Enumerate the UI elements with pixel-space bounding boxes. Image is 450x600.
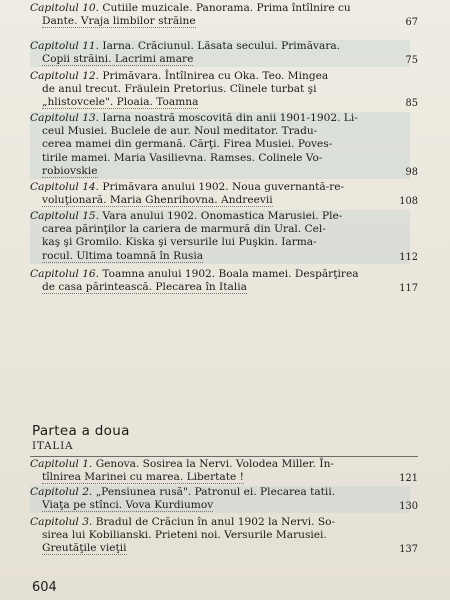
entry-text: Iarna. Crăciunul. Lăsata secului. Primăvara. bbox=[102, 40, 341, 52]
entry-text: cerea mamei din germană. Cărţi. Firea Musiei. Poves- bbox=[42, 138, 333, 151]
chapter-label: Capitolul 16. bbox=[30, 268, 100, 280]
entry-text: Bradul de Crăciun în anul 1902 la Nervi. So- bbox=[95, 516, 336, 528]
chapter-label: Capitolul 10. bbox=[30, 2, 100, 14]
entry-text: Primăvara. Întîlnirea cu Oka. Teo. Mingea bbox=[102, 70, 329, 82]
entry-text: Primăvara anului 1902. Noua guvernantă-re- bbox=[102, 181, 345, 193]
entry-text: de casa părintească. Plecarea în Italia bbox=[42, 281, 247, 294]
chapter-label: Capitolul 1. bbox=[30, 458, 93, 470]
page-number: 137 bbox=[399, 544, 418, 555]
toc-entry bbox=[30, 268, 418, 295]
entry-text: Greutăţile vieţii bbox=[42, 542, 127, 555]
entry-text: kaş şi Gromilo. Kiska şi versurile lui Puşkin. Iarma- bbox=[42, 236, 317, 249]
page-number: 98 bbox=[405, 167, 418, 178]
page-number: 112 bbox=[399, 252, 418, 263]
chapter-label: Capitolul 11. bbox=[30, 40, 100, 52]
toc-entry bbox=[30, 2, 418, 29]
entry-text: de anul trecut. Fräulein Pretorius. Cîinele turbat şi bbox=[42, 83, 317, 96]
entry-text: Vara anului 1902. Onomastica Marusiei. Ple- bbox=[102, 210, 343, 222]
divider-rule bbox=[30, 456, 418, 457]
entry-text: Dante. Vraja limbilor străine bbox=[42, 15, 196, 28]
chapter-label: Capitolul 12. bbox=[30, 70, 100, 82]
page-number: 117 bbox=[399, 283, 418, 294]
part-subtitle: ITALIA bbox=[32, 440, 74, 452]
entry-text: tirile mamei. Maria Vasilievna. Ramses. Colinele Vo- bbox=[42, 151, 323, 164]
entry-text: tîlnirea Marinei cu marea. Libertate ! bbox=[42, 471, 244, 484]
entry-text: „hlistovcele". Ploaia. Toamna bbox=[42, 96, 199, 109]
chapter-label: Capitolul 3. bbox=[30, 516, 93, 528]
entry-text: Genova. Sosirea la Nervi. Volodea Miller. În- bbox=[95, 458, 334, 470]
chapter-label: Capitolul 13. bbox=[30, 112, 100, 124]
entry-text: Cutiile muzicale. Panorama. Prima întîlnire cu bbox=[102, 2, 351, 14]
toc-entry bbox=[30, 112, 418, 179]
entry-text: Iarna noastră moscovită din anii 1901-1902. Li- bbox=[102, 112, 358, 124]
entry-text: rocul. Ultima toamnă în Rusia bbox=[42, 249, 204, 262]
page-number: 130 bbox=[399, 501, 418, 512]
page-folio: 604 bbox=[32, 580, 57, 595]
entry-text: ceul Musiei. Buclele de aur. Noul meditator. Tradu- bbox=[42, 125, 318, 138]
toc-entry bbox=[30, 210, 418, 264]
page-number: 75 bbox=[405, 55, 418, 66]
page-number: 67 bbox=[405, 17, 418, 28]
toc-entry bbox=[30, 458, 418, 485]
chapter-label: Capitolul 2. bbox=[30, 486, 93, 498]
part-title: Partea a doua bbox=[32, 423, 130, 439]
toc-entry bbox=[30, 516, 418, 556]
chapter-label: Capitolul 15. bbox=[30, 210, 100, 222]
toc-entry bbox=[30, 70, 418, 110]
page-number: 121 bbox=[399, 473, 418, 484]
page-number: 108 bbox=[399, 196, 418, 207]
entry-text: sirea lui Kobilianski. Prieteni noi. Versurile Marusiei. bbox=[42, 529, 327, 542]
entry-text: Toamna anului 1902. Boala mamei. Despărţirea bbox=[102, 268, 359, 280]
entry-text: carea părinţilor la cariera de marmură din Ural. Cel- bbox=[42, 223, 326, 236]
entry-text: Copii străini. Lacrimi amare bbox=[42, 53, 194, 66]
page-number: 85 bbox=[405, 98, 418, 109]
entry-text: „Pensiunea rusă". Patronul ei. Plecarea tatii. bbox=[95, 486, 336, 498]
toc-entry bbox=[30, 486, 418, 513]
entry-text: Viaţa pe stînci. Vova Kurdiumov bbox=[42, 499, 214, 512]
chapter-label: Capitolul 14. bbox=[30, 181, 100, 193]
entry-text: robiovskie bbox=[42, 164, 98, 177]
entry-text: voluţionară. Maria Ghenrihovna. Andreevii bbox=[42, 194, 273, 207]
toc-entry bbox=[30, 40, 418, 67]
toc-entry bbox=[30, 181, 418, 208]
